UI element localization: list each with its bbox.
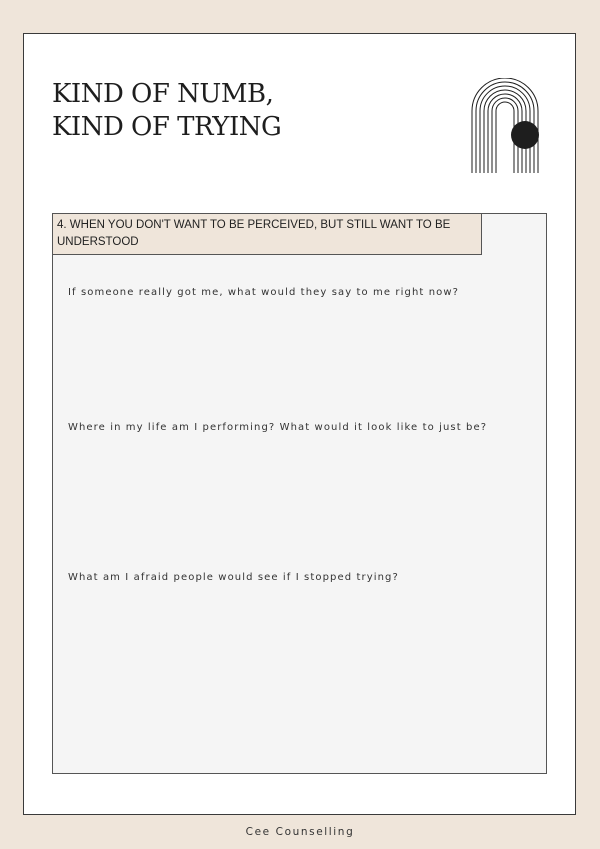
footer-brand: Cee Counselling [245,826,355,838]
prompt-2: Where in my life am I performing? What would it look like to just be? [68,422,488,433]
title-line-2: KIND OF TRYING [52,112,282,142]
prompt-1: If someone really got me, what would they say to me right now? [68,287,460,298]
rainbow-arch-icon [470,78,540,173]
section-heading: 4. WHEN YOU DON'T WANT TO BE PERCEIVED, BUT STILL WANT TO BE UNDERSTOOD [52,213,482,255]
prompt-3: What am I afraid people would see if I stopped trying? [68,572,399,583]
title-line-1: KIND OF NUMB, [52,79,274,109]
page-title [52,78,281,144]
